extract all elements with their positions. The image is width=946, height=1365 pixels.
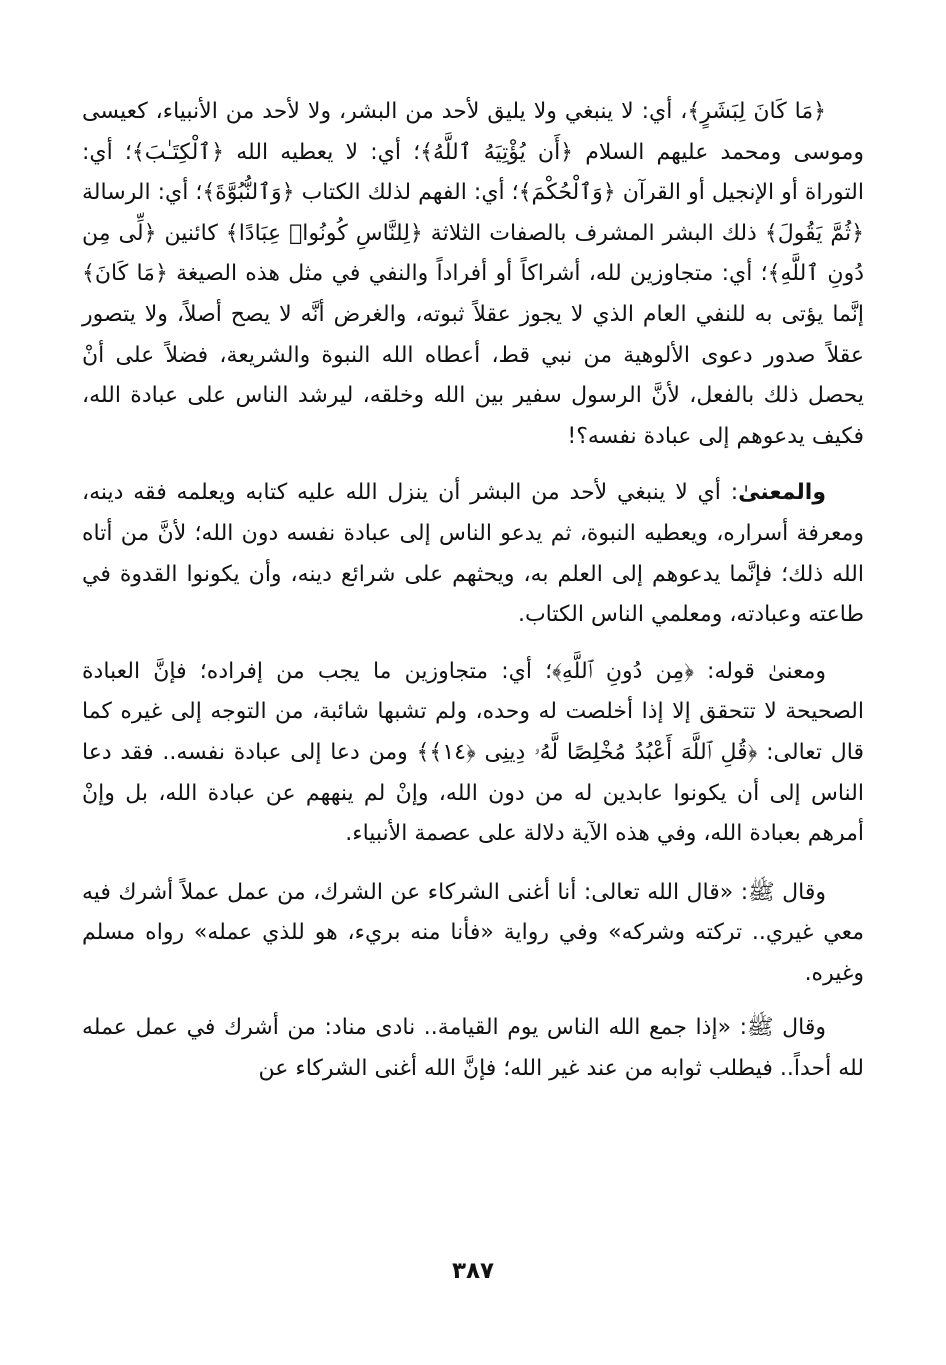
paragraph-5 <box>82 1008 864 1089</box>
paragraph-text: : أي لا ينبغي لأحد من البشر أن ينزل الله عليه كتابه ويعلمه فقه دينه، ومعرفة أسراره، ويعطيه النبوة، ثم يدعو الناس إلى عبادة نفسه دون الله؛ لأنَّ من أتاه الله ذلك؛ فإنَّما يدعوهم إلى العلم به، ويحثهم على شرائع دينه، وأن يكونوا القدوة في طاعته وعبادته، ومعلمي الناس الكتاب. <box>82 480 864 628</box>
paragraph-lead: والمعنىٰ <box>738 480 826 506</box>
paragraph-2 <box>82 473 864 635</box>
page-body <box>82 92 864 1090</box>
page-number: ٣٨٧ <box>451 1258 495 1284</box>
paragraph-3 <box>82 652 864 855</box>
paragraph-text: وقال ﷺ: «إذا جمع الله الناس يوم القيامة.. نادى مناد: من أشرك في عمل عمله لله أحداً.. فيطلب ثوابه من عند غير الله؛ فإنَّ الله أغنى الشركاء عن <box>82 1015 864 1082</box>
paragraph-4 <box>82 873 864 995</box>
paragraph-text: ومعنىٰ قوله: ﴿مِن دُونِ ٱللَّهِ﴾؛ أي: متجاوزين ما يجب من إفراده؛ فإنَّ العبادة الصحيحة لا تتحقق إلا إذا أخلصت له وحده، ولم تشبها شائبة، من التوجه إلى غيره كما قال تعالى: ﴿قُلِ ٱللَّهَ أَعْبُدُ مُخْلِصًا لَّهُۥ دِينِى ﴿١٤﴾﴾ ومن دعا إلى عبادة نفسه.. فقد دعا الناس إلى أن يكونوا عابدين له من دون الله، وإنْ لم ينههم عن عبادة الله، بل وإنْ أمرهم بعبادة الله، وفي هذه الآية دلالة على عصمة الأنبياء. <box>82 658 864 847</box>
paragraph-text: ﴿مَا كَانَ لِبَشَرٍ﴾، أي: لا ينبغي ولا يليق لأحد من البشر، ولا لأحد من الأنبياء، كعيسى وموسى ومحمد عليهم السلام ﴿أَن يُؤْتِيَهُ ٱللَّهُ﴾؛ أي: لا يعطيه الله ﴿ٱلْكِتَـٰبَ﴾؛ أي: التوراة أو الإنجيل أو القرآن ﴿وَٱلْحُكْمَ﴾؛ أي: الفهم لذلك الكتاب ﴿وَٱلنُّبُوَّةَ﴾؛ أي: الرسالة ﴿ثُمَّ يَقُولَ﴾ ذلك البشر المشرف بالصفات الثلاثة ﴿لِلنَّاسِ كُونُوا۟ عِبَادًا﴾ كائنين ﴿لِّى مِن دُونِ ٱللَّهِ﴾؛ أي: متجاوزين لله، أشراكاً أو أفراداً والنفي في مثل هذه الصيغة ﴿مَا كَانَ﴾ إنَّما يؤتى به للنفي العام الذي لا يجوز عقلاً ثبوته، والغرض أنَّه لا يصح أصلاً، ولا يتصور عقلاً صدور دعوى الألوهية من نبي قط، أعطاه الله النبوة والشريعة، فضلاً على أنْ يحصل ذلك بالفعل، لأنَّ الرسول سفير بين الله وخلقه، ليرشد الناس على عبادة الله، فكيف يدعوهم إلى عبادة نفسه؟! <box>82 99 864 449</box>
paragraph-text: وقال ﷺ: «قال الله تعالى: أنا أغنى الشركاء عن الشرك، من عمل عملاً أشرك فيه معي غيري.. تركته وشركه» وفي رواية «فأنا منه بريء، هو للذي عمله» رواه مسلم وغيره. <box>82 879 864 986</box>
paragraph-1 <box>82 92 864 457</box>
